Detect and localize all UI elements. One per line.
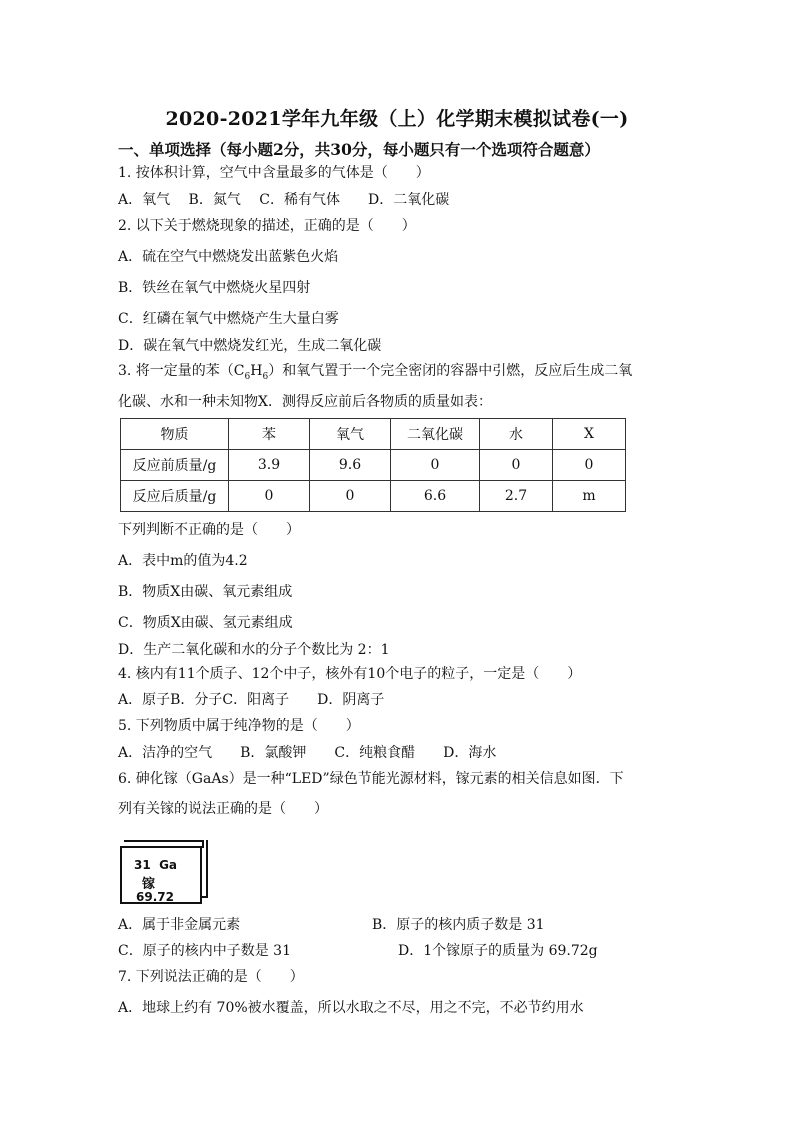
table-row (121, 481, 626, 512)
table-cell: 9.6 (310, 450, 391, 481)
table-header-cell: X (553, 419, 626, 450)
table-cell: 0 (229, 481, 310, 512)
q3-option-d: D．生产二氧化碳和水的分子个数比为 2：1 (118, 642, 390, 658)
q4-stem: 4. 核内有11个质子、12个中子，核外有10个电子的粒子，一定是（ ） (118, 666, 582, 682)
q3-stem (118, 362, 632, 386)
q1-options: A．氧气 B．氮气 C．稀有气体 D．二氧化碳 (118, 192, 450, 208)
mass-table (120, 418, 626, 512)
q5-options: A．洁净的空气 B．氯酸钾 C．纯粮食醋 D．海水 (118, 745, 497, 761)
table-header-cell: 物质 (121, 419, 229, 450)
q2-option-a: A．硫在空气中燃烧发出蓝紫色火焰 (118, 249, 339, 265)
element-name: 镓 (142, 877, 156, 892)
page-title: 2020-2021学年九年级（上）化学期末模拟试卷(一) (165, 108, 629, 130)
q6-option-d: D．1个镓原子的质量为 69.72g (398, 943, 598, 959)
section-heading: 一、单项选择（每小题2分，共30分，每小题只有一个选项符合题意） (118, 140, 600, 159)
q3-option-c: C．物质X由碳、氢元素组成 (118, 615, 293, 631)
q3-sub-h: 6 (262, 371, 269, 382)
q3-stem-h: H (250, 363, 263, 379)
table-cell: 0 (553, 450, 626, 481)
q4-options: A．原子B．分子C．阳离子 D．阴离子 (118, 692, 385, 708)
q3-question: 下列判断不正确的是（ ） (118, 522, 300, 538)
table-cell: m (553, 481, 626, 512)
table-header-cell: 苯 (229, 419, 310, 450)
q6-stem-line2: 列有关镓的说法正确的是（ ） (118, 801, 328, 817)
table-cell: 反应前质量/g (121, 450, 229, 481)
table-cell: 0 (391, 450, 480, 481)
table-header-cell: 氧气 (310, 419, 391, 450)
element-mass: 69.72 (136, 890, 174, 904)
table-cell: 0 (310, 481, 391, 512)
q3-sub-c: 6 (244, 371, 251, 382)
q2-option-c: C．红磷在氧气中燃烧产生大量白雾 (118, 311, 339, 327)
q3-stem-post: ）和氧气置于一个完全密闭的容器中引燃，反应后生成二氧 (268, 363, 633, 379)
element-symbol: Ga (159, 858, 178, 872)
q2-option-d: D．碳在氧气中燃烧发红光，生成二氧化碳 (118, 338, 382, 354)
q3-option-a: A．表中m的值为4.2 (118, 553, 248, 569)
table-cell: 0 (480, 450, 553, 481)
q6-option-c: C．原子的核内中子数是 31 (118, 943, 291, 959)
q6-stem: 6. 砷化镓（GaAs）是一种“LED”绿色节能光源材料，镓元素的相关信息如图．下 (118, 771, 624, 787)
q2-option-b: B．铁丝在氧气中燃烧火星四射 (118, 280, 311, 296)
table-cell: 2.7 (480, 481, 553, 512)
table-row (121, 450, 626, 481)
table-header-cell: 二氧化碳 (391, 419, 480, 450)
q6-option-b: B．原子的核内质子数是 31 (372, 917, 545, 933)
table-cell: 3.9 (229, 450, 310, 481)
element-number-symbol (134, 858, 177, 872)
q3-stem-pre: 3. 将一定量的苯（C (118, 363, 245, 379)
table-cell: 6.6 (391, 481, 480, 512)
q6-option-a: A．属于非金属元素 (118, 917, 241, 933)
gallium-element-card (120, 840, 208, 902)
q7-option-a: A．地球上约有 70%被水覆盖，所以水取之不尽，用之不完，不必节约用水 (118, 1000, 584, 1016)
q7-stem: 7. 下列说法正确的是（ ） (118, 969, 304, 985)
q3-stem-line2: 化碳、水和一种未知物X．测得反应前后各物质的质量如表： (118, 394, 492, 410)
card-front (120, 846, 202, 904)
element-number: 31 (134, 858, 151, 872)
table-header-row (121, 419, 626, 450)
q2-stem: 2. 以下关于燃烧现象的描述，正确的是（ ） (118, 218, 416, 234)
table-header-cell: 水 (480, 419, 553, 450)
q1-stem: 1. 按体积计算，空气中含量最多的气体是（ ） (118, 165, 430, 181)
q3-option-b: B．物质X由碳、氧元素组成 (118, 584, 293, 600)
q5-stem: 5. 下列物质中属于纯净物的是（ ） (118, 718, 360, 734)
table-cell: 反应后质量/g (121, 481, 229, 512)
